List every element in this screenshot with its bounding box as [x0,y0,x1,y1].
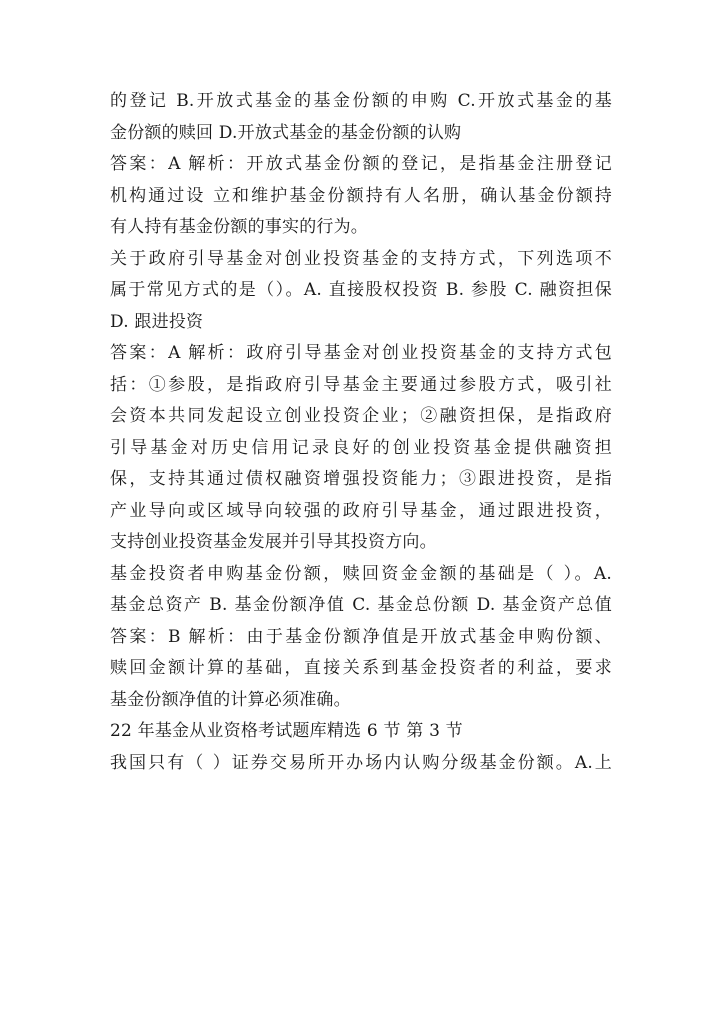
text-line: 答案：A 解析：政府引导基金对创业投资基金的支持方式包 [110,343,612,363]
text-line: 答案：A 解析：开放式基金份额的登记，是指基金注册登记 [110,154,612,174]
text-line: 产业导向或区域导向较强的政府引导基金，通过跟进投资， [110,500,612,521]
text-line: 引导基金对历史信用记录良好的创业投资基金提供融资担 [110,437,612,458]
text-line: 基金投资者申购基金份额，赎回资金金额的基础是（ ）。A. [110,563,612,584]
text-line: 我国只有（ ）证券交易所开办场内认购分级基金份额。A.上 [110,752,612,773]
text-line: 金份额的赎回 D.开放式基金的基金份额的认购 [110,122,462,143]
text-line: 答案：B 解析：由于基金份额净值是开放式基金申购份额、 [110,626,612,647]
text-line: 保，支持其通过债权融资增强投资能力；③跟进投资，是指 [110,469,612,489]
text-line: 基金份额净值的计算必须准确。 [110,689,351,710]
text-line: 有人持有基金份额的事实的行为。 [110,217,368,237]
text-line: 括：①参股，是指政府引导基金主要通过参股方式，吸引社 [110,374,612,395]
text-line: 机构通过设 立和维护基金份额持有人名册，确认基金份额持 [110,185,612,206]
text-line: D. 跟进投资 [110,311,204,332]
text-line: 支持创业投资基金发展并引导其投资方向。 [110,532,437,552]
section-heading: 22 年基金从业资格考试题库精选 6 节 第 3 节 [110,721,463,741]
text-line: 属于常见方式的是（）。A. 直接股权投资 B. 参股 C. 融资担保 [110,280,612,300]
text-line: 会资本共同发起设立创业投资企业；②融资担保，是指政府 [110,406,612,426]
document-body [110,86,612,779]
text-line: 的登记 B.开放式基金的基金份额的申购 C.开放式基金的基 [110,91,612,111]
text-line: 赎回金额计算的基础，直接关系到基金投资者的利益，要求 [110,658,612,678]
text-line: 关于政府引导基金对创业投资基金的支持方式，下列选项不 [110,248,612,269]
text-line: 基金总资产 B. 基金份额净值 C. 基金总份额 D. 基金资产总值 [110,595,612,615]
